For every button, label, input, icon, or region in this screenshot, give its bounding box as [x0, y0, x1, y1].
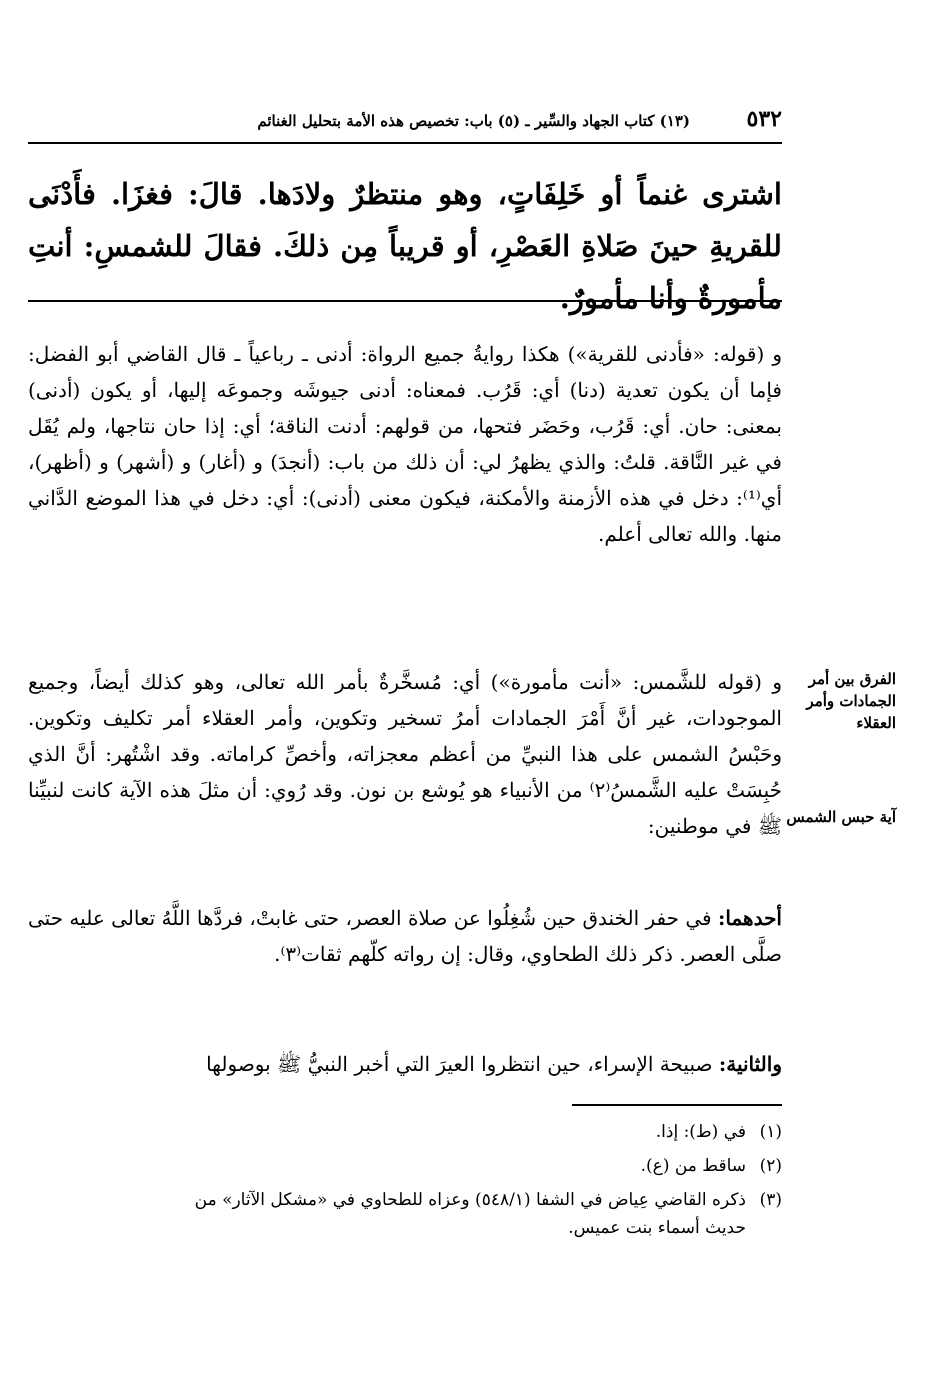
footnote-mark: (٢)	[759, 1156, 782, 1176]
commentary-paragraph-2	[28, 664, 782, 844]
margin-note-sun-miracle: آية حبس الشمس	[786, 808, 896, 826]
paragraph-body: في حفر الخندق حين شُغِلُوا عن صلاة العصر، حتى غابتْ، فردَّها اللَّهُ تعالى عليه حتى صلَّى العصر. ذكر ذلك الطحاوي، وقال: إن رواته كلّهم ثقات⁽٣⁾.	[28, 906, 782, 966]
commentary-paragraph-4	[28, 1046, 782, 1082]
commentary-text: و (قوله: «فأدنى للقرية») هكذا روايةُ جميع الرواة: أدنى ـ رباعياً ـ قال القاضي أبو الفضل: فإما أن يكون تعدية (دنا) أي: قَرُب. فمعناه: أدنى جيوشَه وجموعَه إليها، أو يكون (أدنى) بمعنى: حان. أي: قَرُب، وحَضَر فتحها، من قولهم: أدنت الناقة؛ أي: إذا حان نتاجها، ولم يُقَل في غير النَّاقة. قلتُ: والذي يظهرُ لي: أن ذلك من باب: (أنجدَ) و (أغار) و (أشهر) و (أظهر)، أي⁽¹⁾: دخل في هذه الأزمنة والأمكنة، فيكون معنى (أدنى): أي: دخل في هذا الموضع الدَّاني منها. والله تعالى أعلم.	[28, 342, 782, 546]
paragraph-lead: أحدهما:	[717, 906, 782, 930]
paragraph-lead: والثانية:	[718, 1052, 782, 1076]
commentary-text: و (قوله للشَّمس: «أنت مأمورة») أي: مُسخَّرةٌ بأمر الله تعالى، وهو كذلك أيضاً، وجميع الموجودات، غير أنَّ أَمْرَ الجمادات أمرُ تسخير وتكوين، وأمر العقلاء أمر تكليف وتكوين. وحَبْسُ الشمس على هذا النبيِّ من أعظم معجزاته، وأخصِّ كراماته. وقد اشْتُهر: أنَّ الذي حُبِسَتْ عليه الشَّمسُ⁽٢⁾ من الأنبياء هو يُوشع بن نون. وقد رُوي: أن مثلَ هذه الآية كانت لنبيِّنا ﷺ في موطنين:	[28, 670, 782, 838]
footnote-1	[28, 1118, 782, 1146]
section-divider	[28, 300, 782, 302]
header-rule	[28, 142, 782, 144]
commentary-paragraph-1	[28, 336, 782, 552]
page-header	[28, 100, 782, 140]
footnote-3	[28, 1186, 782, 1242]
footnote-text: ساقط من (ع).	[640, 1156, 746, 1176]
footnote-mark: (١)	[759, 1122, 782, 1142]
footnote-mark: (٣)	[759, 1190, 782, 1210]
footnote-text: في (ط): إذا.	[655, 1122, 746, 1142]
footnote-continuation: حديث أسماء بنت عميس.	[568, 1218, 746, 1238]
footnote-text: ذكره القاضي عِياض في الشفا (٥٤٨/١) وعزاه للطحاوي في «مشكل الآثار» من	[194, 1190, 746, 1210]
footnote-rule	[572, 1104, 782, 1106]
commentary-text	[28, 900, 782, 972]
commentary-text	[28, 1046, 782, 1082]
commentary-paragraph-3	[28, 900, 782, 972]
footnotes	[28, 1118, 782, 1248]
paragraph-body: صبيحة الإسراء، حين انتظروا العيرَ التي أخبر النبيُّ ﷺ بوصولها	[206, 1052, 719, 1076]
footnote-2	[28, 1152, 782, 1180]
margin-note-commands: الفرق بين أمر الجمادات وأمر العقلاء	[806, 670, 896, 732]
hadith-text: اشترى غنماً أو خَلِفَاتٍ، وهو منتظرٌ ولادَها. قالَ: فغزَا. فأَدْنَى للقريةِ حينَ صَلاةِ العَصْرِ، أو قريباً مِن ذلكَ. فقالَ للشمسِ: أنتِ مأمورةٌ وأنا مأمورٌ.	[28, 177, 782, 315]
running-head: (١٣) كتاب الجهاد والسِّير ـ (٥) باب: تخصيص هذه الأمة بتحليل الغنائم	[257, 112, 690, 130]
page-number: ٥٣٢	[746, 106, 782, 132]
